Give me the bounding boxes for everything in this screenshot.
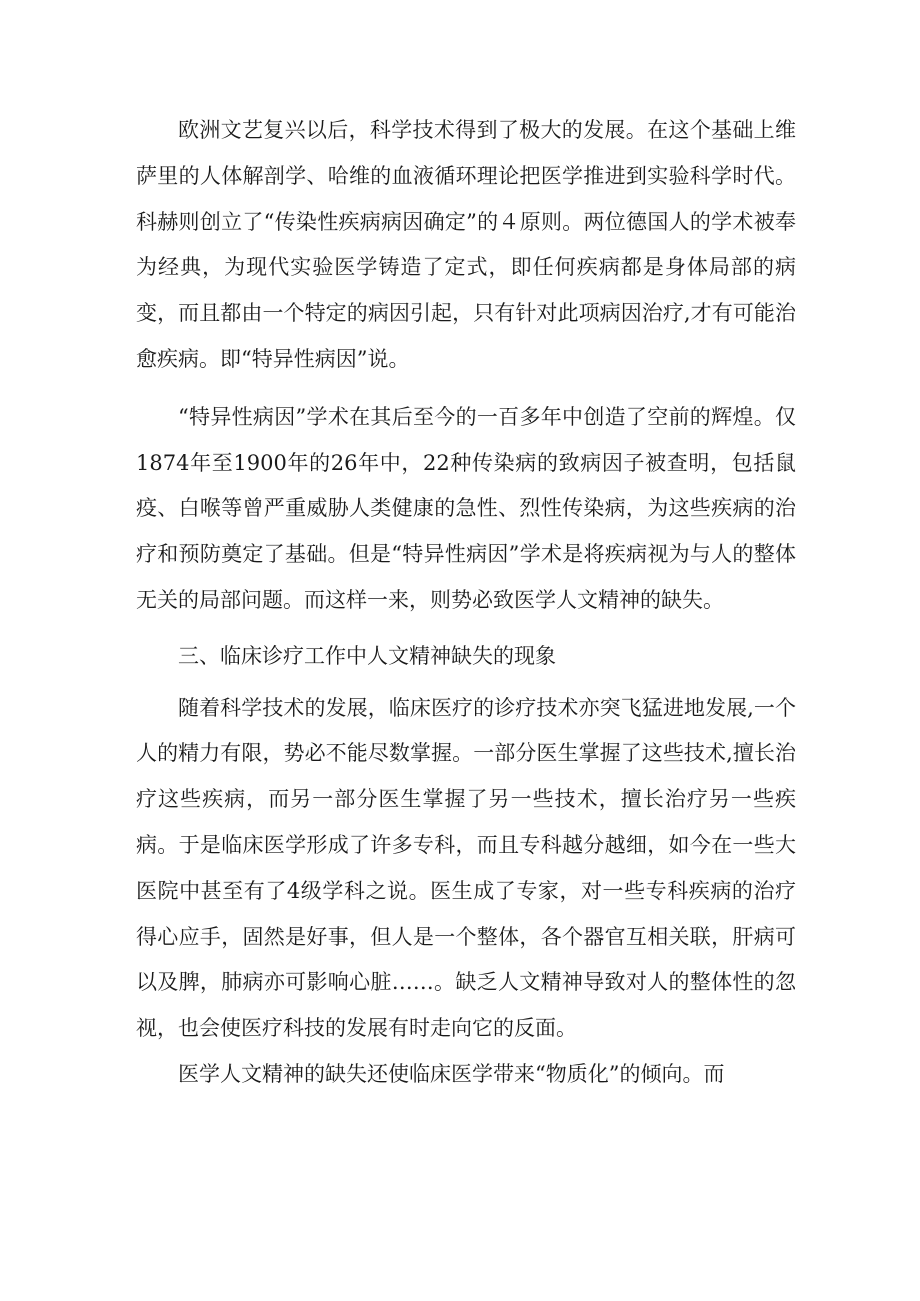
document-body — [136, 108, 796, 1098]
section-heading: 三、临床诊疗工作中人文精神缺失的现象 — [178, 643, 556, 668]
paragraph-specific-etiology: “特异性病因”学术在其后至今的一百多年中创造了空前的辉煌。仅1874年至1900年的26年中，22种传染病的致病因子被查明，包括鼠疫、白喉等曾严重威胁人类健康的急性、烈性传染病，为这些疾病的治疗和预防奠定了基础。但是“特异性病因”学术是将疾病视为与人的整体无关的局部问题。而这样一来，则势必致医学人文精神的缺失。 — [136, 404, 796, 612]
paragraph-renaissance: 欧洲文艺复兴以后，科学技术得到了极大的发展。在这个基础上维萨里的人体解剖学、哈维的血液循环理论把医学推进到实验科学时代。科赫则创立了“传染性疾病病因确定”的４原则。两位德国人的学术被奉为经典，为现代实验医学铸造了定式，即任何疾病都是身体局部的病变，而且都由一个特定的病因引起，只有针对此项病因治疗,才有可能治愈疾病。即“特异性病因”说。 — [136, 118, 796, 371]
paragraph-clinical-specialization: 随着科学技术的发展，临床医疗的诊疗技术亦突飞猛进地发展,一个人的精力有限，势必不能尽数掌握。一部分医生掌握了这些技术,擅长治疗这些疾病，而另一部分医生掌握了另一些技术，擅长治疗另一些疾病。于是临床医学形成了许多专科，而且专科越分越细，如今在一些大医院中甚至有了4级学科之说。医生成了专家，对一些专科疾病的治疗得心应手，固然是好事，但人是一个整体，各个器官互相关联，肝病可以及脾，肺病亦可影响心脏……。缺乏人文精神导致对人的整体性的忽视，也会使医疗科技的发展有时走向它的反面。 — [136, 695, 796, 1041]
paragraph-materialization: 医学人文精神的缺失还使临床医学带来“物质化”的倾向。而 — [178, 1061, 725, 1086]
